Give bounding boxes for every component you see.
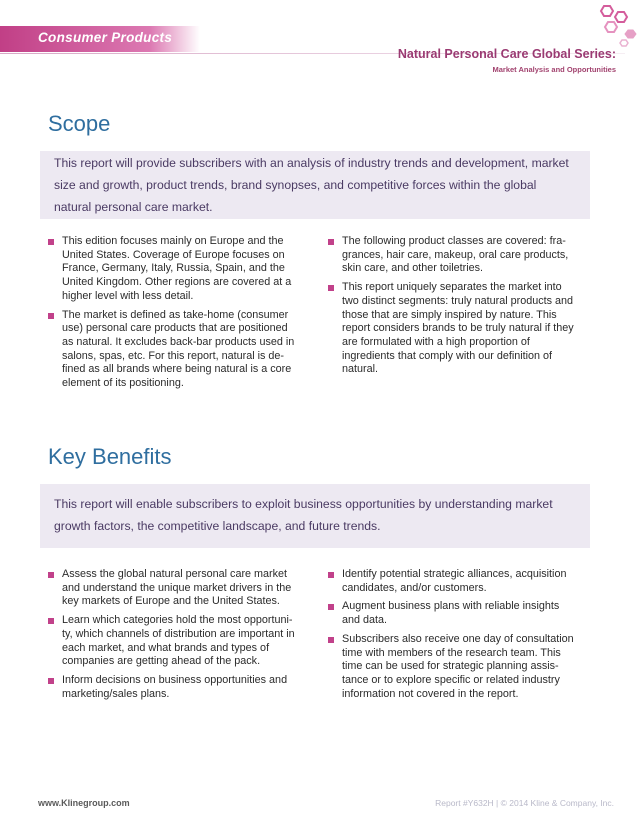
list-item: The market is defined as take-home (consumer use) personal care products that are positioned as natural. It excludes back-bar products used in salons, spas, etc. For this report, natural is de-fined as all brands where being natural is a core element of its positioning.: [48, 309, 300, 391]
scope-right-column: [328, 235, 580, 382]
list-item: Learn which categories hold the most opportuni-ty, which channels of distribution are important in each market, and what brands and types of companies are getting ahead of the pack.: [48, 614, 300, 669]
bullet-square-icon: [328, 637, 334, 643]
hexagon-cluster-icon: [592, 2, 638, 48]
bullet-square-icon: [48, 313, 54, 319]
benefits-right-column: [328, 568, 580, 706]
category-band: [0, 26, 200, 52]
scope-left-column: [48, 235, 300, 396]
list-item: This report uniquely separates the market into two distinct segments: truly natural products and those that are simply inspired by nature. This report considers brands to be truly natural if they are formulated with a high proportion of ingredients that comply with our definition of natural.: [328, 281, 580, 377]
benefits-intro-text: This report will enable subscribers to exploit business opportunities by understanding market growth factors, the competitive landscape, and future trends.: [54, 497, 553, 533]
list-item: Subscribers also receive one day of consultation time with members of the research team. This time can be used for strategic planning assis-tance or to explore specific or related industry information not covered in the report.: [328, 633, 580, 702]
series-subtitle: Market Analysis and Opportunities: [492, 65, 616, 74]
benefits-intro-box: [40, 484, 590, 548]
series-title: Natural Personal Care Global Series:: [397, 47, 616, 61]
scope-intro-text: This report will provide subscribers with an analysis of industry trends and development, market size and growth, product trends, brand synopses, and competitive forces within the global natural personal care market.: [54, 156, 569, 214]
bullet-square-icon: [48, 678, 54, 684]
scope-intro-box: [40, 151, 590, 219]
scope-heading: Scope: [48, 111, 111, 136]
footer-report-info: Report #Y632H | © 2014 Kline & Company, Inc.: [435, 798, 614, 808]
list-item: Inform decisions on business opportunities and marketing/sales plans.: [48, 674, 300, 701]
list-item: The following product classes are covered: fra-grances, hair care, makeup, oral care products, skin care, and other toiletries.: [328, 235, 580, 276]
bullet-square-icon: [328, 572, 334, 578]
bullet-square-icon: [48, 239, 54, 245]
bullet-square-icon: [328, 604, 334, 610]
list-item: This edition focuses mainly on Europe and the United States. Coverage of Europe focuses on France, Germany, Italy, Russia, Spain, and the United Kingdom. Other regions are covered at a higher level with less detail.: [48, 235, 300, 304]
bullet-square-icon: [48, 572, 54, 578]
key-benefits-heading: Key Benefits: [48, 444, 172, 469]
list-item: Assess the global natural personal care market and understand the unique market drivers in the key markets of Europe and the United States.: [48, 568, 300, 609]
category-label: Consumer Products: [38, 30, 173, 45]
list-item: Augment business plans with reliable insights and data.: [328, 600, 580, 627]
bullet-square-icon: [328, 285, 334, 291]
benefits-left-column: [48, 568, 300, 706]
bullet-square-icon: [328, 239, 334, 245]
bullet-square-icon: [48, 618, 54, 624]
footer-website-link[interactable]: www.Klinegroup.com: [38, 798, 130, 808]
list-item: Identify potential strategic alliances, acquisition candidates, and/or customers.: [328, 568, 580, 595]
